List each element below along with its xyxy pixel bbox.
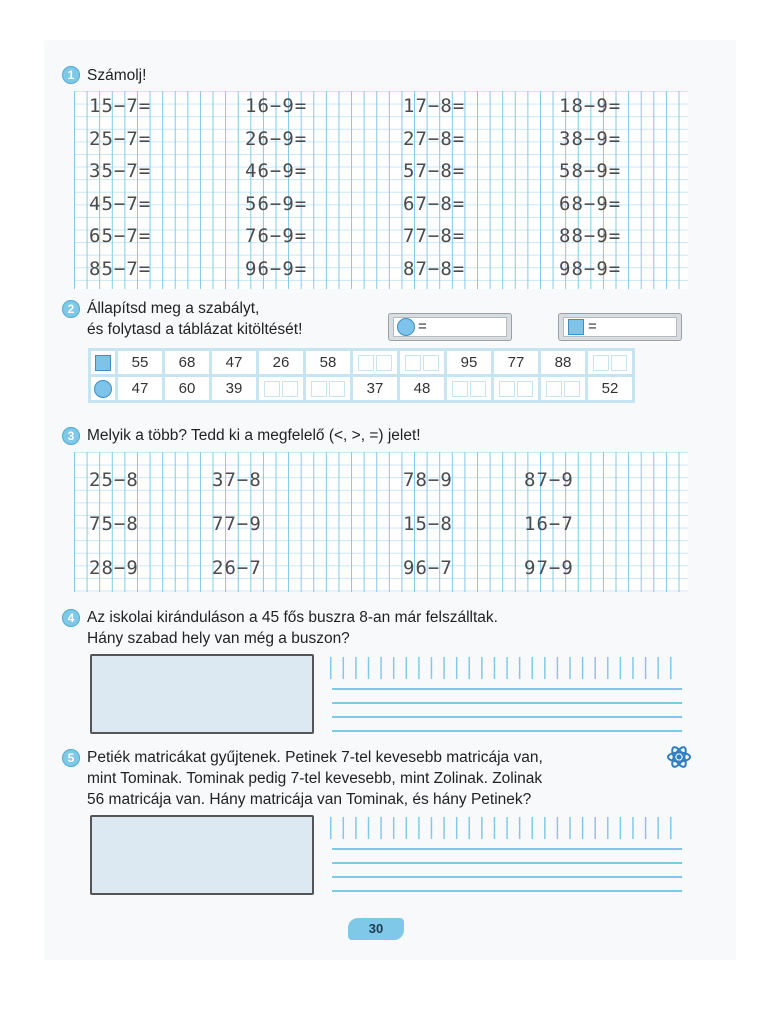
value-cell: 47 (212, 351, 256, 374)
value-cell: 47 (118, 377, 162, 400)
square-row-header (91, 351, 115, 374)
exercise-5-line1: Petiék matricákat gyűjtenek. Petinek 7-tel kevesebb matricája van, (87, 749, 543, 766)
value-cell: 88 (541, 351, 585, 374)
subtraction-exercise: 98−9= (559, 257, 622, 280)
subtraction-exercise: 58−9= (559, 160, 622, 182)
empty-cell[interactable] (400, 351, 444, 374)
subtraction-exercise: 16−9= (245, 95, 308, 117)
subtraction-exercise: 38−9= (559, 127, 622, 150)
comparison-expression: 16−7 (524, 513, 574, 535)
value-cell: 52 (588, 377, 632, 400)
subtraction-exercise: 45−7= (89, 192, 152, 215)
subtraction-exercise: 46−9= (245, 160, 308, 182)
square-row (91, 351, 632, 374)
exercise-2-line2: és folytasd a táblázat kitöltését! (87, 321, 303, 338)
exercise-5-digit-ticks (330, 817, 682, 839)
comparison-expression: 25−8 (89, 469, 139, 491)
comparison-expression: 37−8 (212, 469, 262, 491)
subtraction-exercise: 18−9= (559, 95, 622, 117)
value-cell: 60 (165, 377, 209, 400)
exercise-3-title: Melyik a több? Tedd ki a megfelelő (<, >, =) jelet! (87, 427, 421, 444)
square-icon (95, 355, 111, 371)
rule-table (88, 348, 635, 403)
atom-icon (666, 744, 692, 770)
subtraction-exercise: 57−8= (403, 160, 466, 182)
circle-rule-box (388, 313, 512, 341)
value-cell: 39 (212, 377, 256, 400)
value-cell: 55 (118, 351, 162, 374)
comparison-expression: 77−9 (212, 513, 262, 535)
subtraction-exercise: 76−9= (245, 225, 308, 247)
empty-cell[interactable] (588, 351, 632, 374)
exercise-4-number: 4 (62, 609, 80, 627)
exercise-5-answer-lines[interactable] (332, 848, 682, 892)
subtraction-exercise: 26−9= (245, 127, 308, 150)
empty-cell[interactable] (541, 377, 585, 400)
comparison-expression: 78−9 (403, 469, 453, 491)
circle-row-header (91, 377, 115, 400)
exercise-4-answer-lines[interactable] (332, 688, 682, 732)
exercise-1-title: Számolj! (87, 67, 147, 84)
comparison-expression: 87−9 (524, 469, 574, 491)
value-cell: 26 (259, 351, 303, 374)
empty-cell[interactable] (494, 377, 538, 400)
value-cell: 58 (306, 351, 350, 374)
comparison-expression: 15−8 (403, 513, 453, 535)
circle-icon (94, 380, 112, 398)
value-cell: 77 (494, 351, 538, 374)
subtraction-exercise: 65−7= (89, 225, 152, 247)
subtraction-exercise: 15−7= (89, 95, 152, 117)
exercise-3-grid (74, 452, 688, 592)
empty-cell[interactable] (447, 377, 491, 400)
page-number: 30 (348, 918, 404, 940)
exercise-1-number: 1 (62, 66, 80, 84)
subtraction-exercise: 27−8= (403, 127, 466, 150)
comparison-expression: 28−9 (89, 557, 139, 579)
exercise-2-line1: Állapítsd meg a szabályt, (87, 300, 260, 317)
exercise-5-calculation-box[interactable] (90, 815, 314, 895)
subtraction-exercise: 67−8= (403, 192, 466, 215)
exercise-4-digit-ticks (330, 657, 682, 679)
exercise-4-calculation-box[interactable] (90, 654, 314, 734)
subtraction-exercise: 56−9= (245, 192, 308, 215)
exercise-4-line2: Hány szabad hely van még a buszon? (87, 630, 350, 647)
circle-row (91, 377, 632, 400)
square-rule-input[interactable] (601, 319, 667, 335)
subtraction-exercise: 35−7= (89, 160, 152, 182)
exercise-3-number: 3 (62, 427, 80, 445)
square-rule-equals: = (588, 318, 597, 335)
comparison-expression: 96−7 (403, 557, 453, 579)
value-cell: 48 (400, 377, 444, 400)
comparison-expression: 97−9 (524, 557, 574, 579)
subtraction-exercise: 88−9= (559, 225, 622, 247)
empty-cell[interactable] (259, 377, 303, 400)
exercise-5-number: 5 (62, 749, 80, 767)
exercise-2-number: 2 (62, 300, 80, 318)
circle-rule-equals: = (418, 318, 427, 335)
square-rule-box (558, 313, 682, 341)
subtraction-exercise: 17−8= (403, 95, 466, 117)
subtraction-exercise: 68−9= (559, 192, 622, 215)
value-cell: 68 (165, 351, 209, 374)
exercise-5-line3: 56 matricája van. Hány matricája van Tominak, és hány Petinek? (87, 791, 532, 808)
value-cell: 95 (447, 351, 491, 374)
circle-icon (397, 318, 415, 336)
exercise-5-line2: mint Tominak. Tominak pedig 7-tel kevesebb, mint Zolinak. Zolinak (87, 770, 543, 787)
comparison-expression: 75−8 (89, 513, 139, 535)
subtraction-exercise: 96−9= (245, 257, 308, 280)
circle-rule-input[interactable] (431, 319, 497, 335)
subtraction-exercise: 25−7= (89, 127, 152, 150)
empty-cell[interactable] (306, 377, 350, 400)
empty-cell[interactable] (353, 351, 397, 374)
value-cell: 37 (353, 377, 397, 400)
comparison-expression: 26−7 (212, 557, 262, 579)
subtraction-exercise: 87−8= (403, 257, 466, 280)
exercise-4-line1: Az iskolai kiránduláson a 45 fős buszra 8-an már felszálltak. (87, 609, 498, 626)
subtraction-exercise: 77−8= (403, 225, 466, 247)
square-icon (568, 319, 584, 335)
subtraction-exercise: 85−7= (89, 257, 152, 280)
